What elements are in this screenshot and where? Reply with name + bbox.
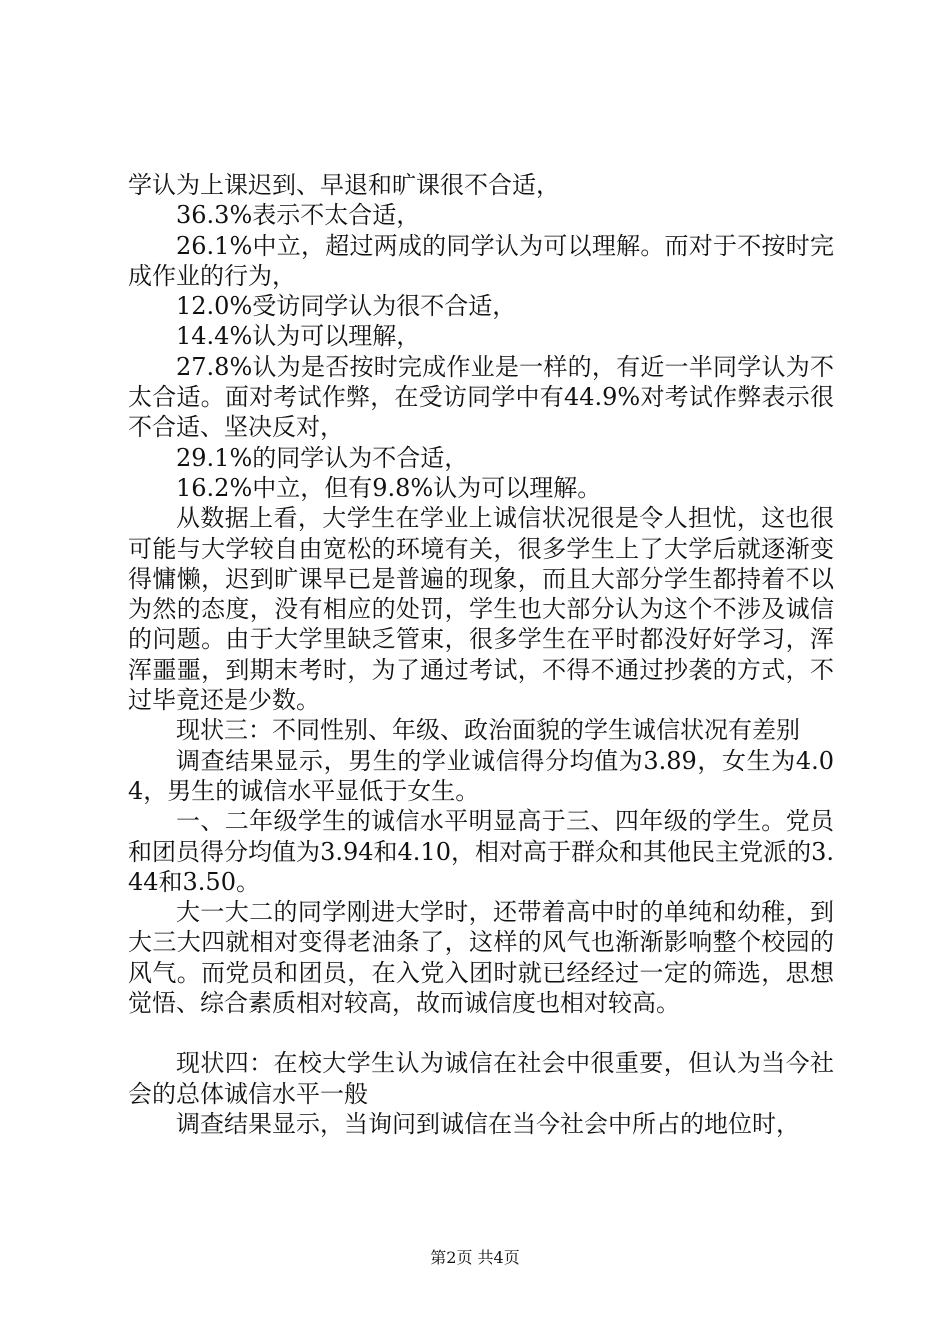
paragraph-8: 16.2%中立，但有9.8%认为可以理解。 <box>176 473 602 502</box>
paragraph-15: 调查结果显示，当询问到诚信在当今社会中所占的地位时， <box>176 1109 800 1138</box>
paragraph-12: 一、二年级学生的诚信水平明显高于三、四年级的学生。党员和团员得分均值为3.94和4.10，相对高于群众和其他民主党派的3.44和3.50。 <box>128 807 834 896</box>
page-number-footer: 第2页 共4页 <box>430 1248 520 1267</box>
document-body <box>128 170 834 1139</box>
paragraph-3: 26.1%中立，超过两成的同学认为可以理解。而对于不按时完成作业的行为， <box>128 231 834 290</box>
section-heading-3: 现状三：不同性别、年级、政治面貌的学生诚信状况有差别 <box>176 716 800 745</box>
paragraph-4: 12.0%受访同学认为很不合适， <box>176 292 517 321</box>
paragraph-13: 大一大二的同学刚进大学时，还带着高中时的单纯和幼稚，到大三大四就相对变得老油条了，这样的风气也渐渐影响整个校园的风气。而党员和团员，在入党入团时就已经经过一定的筛选，思想觉悟、综合素质相对较高，故而诚信度也相对较高。 <box>128 898 834 1018</box>
paragraph-9: 从数据上看，大学生在学业上诚信状况很是令人担忧，这也很可能与大学较自由宽松的环境有关，很多学生上了大学后就逐渐变得慵懒，迟到旷课早已是普遍的现象，而且大部分学生都持着不以为然的态度，没有相应的处罚，学生也大部分认为这个不涉及诚信的问题。由于大学里缺乏管束，很多学生在平时都没好好学习，浑浑噩噩，到期末考时，为了通过考试，不得不通过抄袭的方式，不过毕竟还是少数。 <box>128 504 834 715</box>
paragraph-1: 学认为上课迟到、早退和旷课很不合适， <box>128 171 560 199</box>
paragraph-6: 27.8%认为是否按时完成作业是一样的，有近一半同学认为不太合适。面对考试作弊，在受访同学中有44.9%对考试作弊表示很不合适、坚决反对， <box>128 352 834 442</box>
paragraph-2: 36.3%表示不太合适， <box>176 201 421 230</box>
paragraph-11: 调查结果显示，男生的学业诚信得分均值为3.89，女生为4.04，男生的诚信水平显低于女生。 <box>128 746 834 805</box>
section-heading-4: 现状四：在校大学生认为诚信在社会中很重要，但认为当今社会的总体诚信水平一般 <box>128 1049 834 1108</box>
paragraph-7: 29.1%的同学认为不合适， <box>176 443 469 472</box>
paragraph-5: 14.4%认为可以理解， <box>176 322 421 351</box>
